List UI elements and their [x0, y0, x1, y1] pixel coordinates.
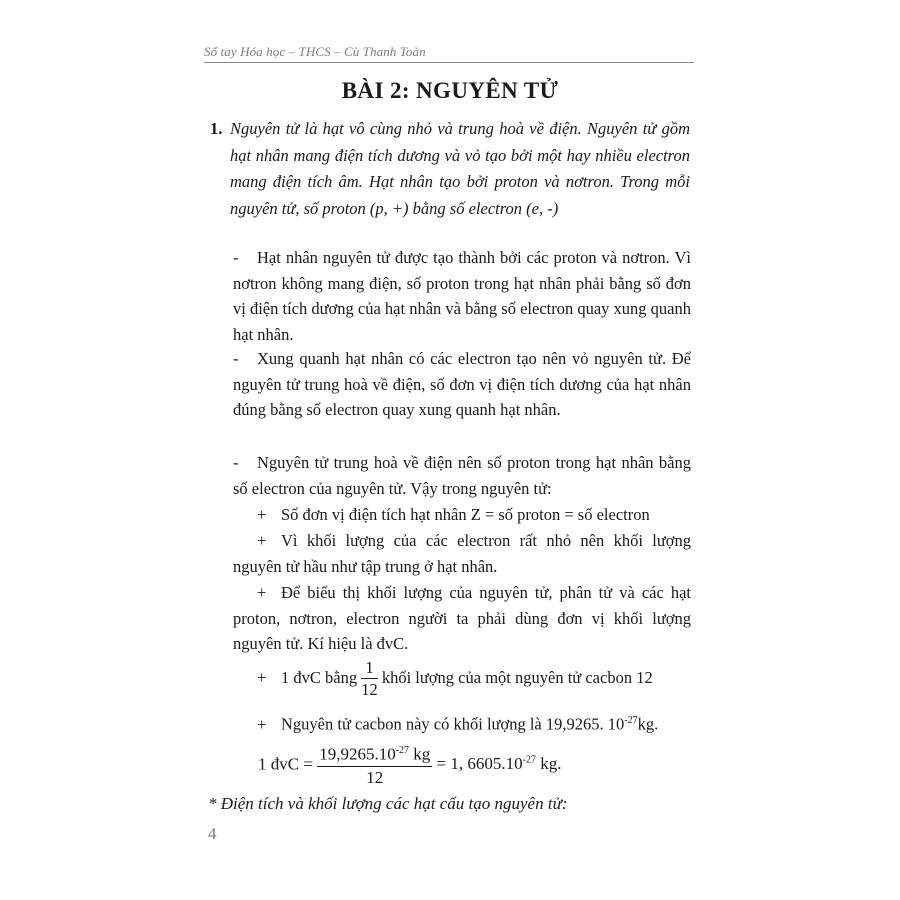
plus-marker: +: [257, 531, 267, 550]
page-number: 4: [208, 824, 217, 843]
plus-item-1: [233, 502, 691, 528]
formula-fraction: [317, 740, 432, 789]
formula-rhs-unit: kg.: [535, 754, 562, 774]
bullet-text: Nguyên tử trung hoà về điện nên số proton trong hạt nhân bằng số electron của nguyên tử. Vậy trong nguyên tử:: [233, 453, 691, 498]
bullet-text: Hạt nhân nguyên tử được tạo thành bởi các proton và nơtron. Vì nơtron không mang điện, số proton trong hạt nhân phải bằng số đơn vị điện tích dương của hạt nhân và bằng số electron quay xung quanh hạt nhân.: [233, 248, 692, 344]
plus-item-2: [233, 528, 691, 579]
plus-item-fraction: [257, 656, 653, 701]
formula-numerator: [317, 740, 432, 767]
formula-lhs: 1 đvC =: [258, 754, 313, 774]
plus-text: Để biểu thị khối lượng của nguyên tử, phân tử và các hạt proton, nơtron, electron người ta phải dùng đơn vị khối lượng nguyên tử. Kí hiệu là đvC.: [233, 583, 691, 653]
fraction-before: 1 đvC bằng: [281, 668, 358, 687]
bullet-paragraph-2: [233, 346, 691, 423]
amu-formula: [258, 740, 561, 789]
bullet-marker: -: [233, 248, 239, 267]
plus-marker: +: [257, 583, 267, 602]
formula-numerator-unit: kg: [409, 744, 431, 764]
formula-rhs-value: = 1, 6605.10: [436, 754, 523, 774]
running-header: Sổ tay Hóa học – THCS – Cù Thanh Toàn: [204, 44, 426, 59]
plus-item-3: [233, 580, 691, 657]
section-1-number: 1.: [210, 119, 223, 138]
bullet-marker: -: [233, 349, 239, 368]
bullet-paragraph-3: [233, 450, 691, 501]
header-divider: [204, 62, 694, 63]
plus-item-carbon-mass: [257, 708, 658, 737]
fraction-numerator: 1: [361, 658, 378, 679]
fraction-denominator: 12: [361, 679, 378, 699]
carbon-mass-unit: kg.: [637, 714, 659, 734]
formula-numerator-value: 19,9265.10: [319, 744, 396, 764]
plus-text: Vì khối lượng của các electron rất nhỏ nên khối lượng nguyên tử hầu như tập trung ở hạt nhân.: [233, 531, 691, 576]
bullet-text: Xung quanh hạt nhân có các electron tạo nên vỏ nguyên tử. Để nguyên tử trung hoà về điện, số đơn vị điện tích dương của hạt nhân đúng bằng số electron quay xung quanh hạt nhân.: [233, 349, 691, 419]
formula-denominator: 12: [366, 767, 384, 787]
carbon-mass-exponent: -27: [624, 715, 638, 726]
plus-marker: +: [257, 714, 267, 734]
plus-text: Số đơn vị điện tích hạt nhân Z = số proton = số electron: [281, 505, 650, 524]
lesson-title: BÀI 2: NGUYÊN TỬ: [341, 78, 559, 103]
carbon-mass-text: Nguyên tử cacbon này có khối lượng là 19,9265. 10: [281, 714, 625, 734]
plus-marker: +: [257, 505, 267, 524]
one-twelfth-fraction: [361, 658, 378, 701]
bullet-marker: -: [233, 453, 239, 472]
formula-rhs-exponent: -27: [522, 754, 536, 766]
formula-rhs: [437, 754, 562, 773]
formula-numerator-exponent: -27: [395, 745, 410, 756]
section-1-text: Nguyên tử là hạt vô cùng nhỏ và trung hoà về điện. Nguyên tử gồm hạt nhân mang điện tích dương và vỏ tạo bởi một hay nhiều electron mang điện tích âm. Hạt nhân tạo bởi proton và nơtron. Trong mỗi nguyên tử, số proton (p, +) bằng số electron (e, -): [230, 119, 690, 218]
section-1-paragraph: [210, 116, 690, 222]
note-line: * Điện tích và khối lượng các hạt cấu tạo nguyên tử:: [208, 794, 568, 813]
fraction-after: khối lượng của một nguyên tử cacbon 12: [381, 668, 653, 687]
bullet-paragraph-1: [233, 245, 691, 347]
plus-marker: +: [257, 668, 267, 687]
